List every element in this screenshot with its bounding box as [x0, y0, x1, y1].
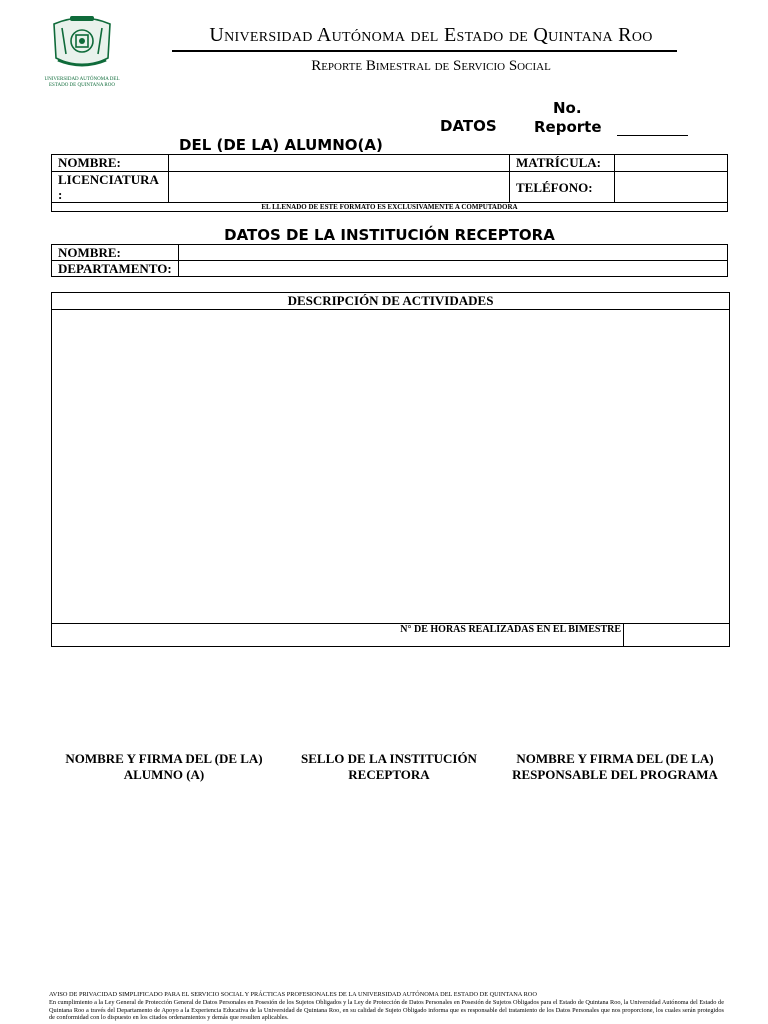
institution-nombre-label: NOMBRE:: [52, 245, 179, 261]
alumno-section-title: DEL (DE LA) ALUMNO(A): [179, 136, 383, 154]
activities-box: [51, 292, 730, 647]
university-seal-icon: [44, 14, 120, 72]
report-subtitle: Reporte Bimestral de Servicio Social: [311, 58, 551, 74]
university-title: Universidad Autónoma del Estado de Quintana Roo: [209, 24, 653, 46]
computer-only-notice: EL LLENADO DE ESTE FORMATO ES EXCLUSIVAMENTE A COMPUTADORA: [52, 203, 728, 212]
student-data-table: [51, 154, 728, 212]
institution-data-table: [51, 244, 728, 277]
licenciatura-label: LICENCIATURA: [58, 172, 159, 187]
privacy-notice: [49, 991, 724, 1022]
university-logo: [44, 14, 120, 88]
logo-text-line1: UNIVERSIDAD AUTÓNOMA DEL: [44, 77, 120, 82]
sello-line2: RECEPTORA: [348, 767, 430, 782]
nombre-label: NOMBRE:: [52, 155, 169, 172]
header-rule: [172, 50, 677, 52]
report-number-field[interactable]: [617, 135, 688, 136]
licenciatura-field[interactable]: [169, 172, 510, 203]
datos-label: DATOS: [440, 117, 497, 135]
alumno-signature-block: [54, 751, 274, 783]
licenciatura-colon: :: [58, 187, 63, 202]
sello-block: [283, 751, 495, 783]
student-name-field[interactable]: [169, 155, 510, 172]
responsable-signature-line1: NOMBRE Y FIRMA DEL (DE LA): [516, 751, 714, 766]
matricula-label: MATRÍCULA:: [510, 155, 615, 172]
activities-text-area[interactable]: [52, 310, 729, 624]
institution-section-title: DATOS DE LA INSTITUCIÓN RECEPTORA: [224, 226, 555, 244]
responsable-signature-line2: RESPONSABLE DEL PROGRAMA: [512, 767, 718, 782]
logo-text-line2: ESTADO DE QUINTANA ROO: [48, 83, 115, 88]
matricula-field[interactable]: [615, 155, 728, 172]
reporte-label: Reporte: [534, 118, 602, 136]
privacy-body: En cumplimiento a la Ley General de Protección General de Datos Personales en Posesión de los Sujetos Obligados y la Ley de Protección de Datos Personales en Posesión de Sujetos Obligados para el Estado de Quintana Roo, la Universidad Autónoma del Estado de Quintana Roo a través del Departamento de Apoyo a la Experiencia Educativa de la Universidad de Quintana Roo, en su calidad de Sujeto Obligado informa que es responsable del tratamiento de los Datos Personales que nos proporcione, los cuales serán protegidos de conformidad con lo dispuesto en los citados ordenamientos y demás que resulten aplicables.: [49, 998, 724, 1022]
hours-label: N° DE HORAS REALIZADAS EN EL BIMESTRE: [400, 624, 621, 635]
licenciatura-label-cell: [52, 172, 169, 203]
departamento-field[interactable]: [178, 261, 727, 277]
alumno-signature-line1: NOMBRE Y FIRMA DEL (DE LA): [65, 751, 263, 766]
telefono-label: TELÉFONO:: [510, 172, 615, 203]
responsable-signature-block: [500, 751, 730, 783]
institution-name-field[interactable]: [178, 245, 727, 261]
telefono-field[interactable]: [615, 172, 728, 203]
hours-field[interactable]: [623, 624, 730, 647]
alumno-signature-line2: ALUMNO (A): [123, 767, 205, 782]
sello-line1: SELLO DE LA INSTITUCIÓN: [301, 751, 477, 766]
no-label: No.: [553, 99, 582, 117]
privacy-title: AVISO DE PRIVACIDAD SIMPLIFICADO PARA EL SERVICIO SOCIAL Y PRÁCTICAS PROFESIONALES DE LA UNIVERSIDAD AUTÓNOMA DEL ESTADO DE QUINTANA ROO: [49, 991, 537, 998]
activities-title: DESCRIPCIÓN DE ACTIVIDADES: [52, 293, 729, 310]
departamento-label: DEPARTAMENTO:: [52, 261, 179, 277]
